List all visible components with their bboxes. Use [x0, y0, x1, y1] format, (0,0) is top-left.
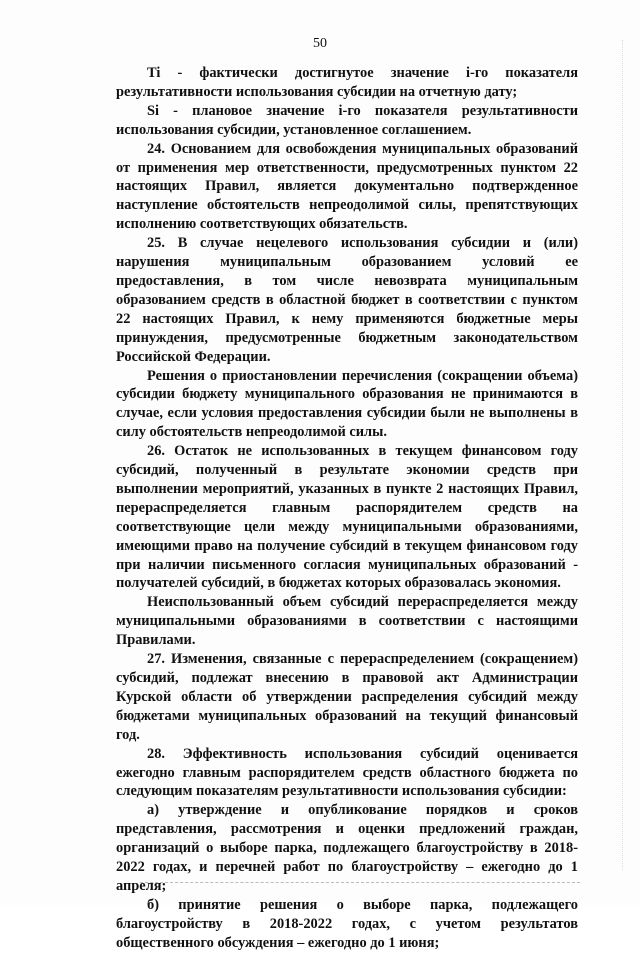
- scan-side-edge: [622, 40, 623, 870]
- paragraph-26: 26. Остаток не использованных в текущем финансовом году субсидий, полученный в результате экономии средств при выполнении мероприятий, указанных в пункте 2 настоящих Правил, перераспределяется главным распорядителем средств на соответствующие цели между муниципальными образованиями, имеющими право на получение субсидий в текущем финансовом году при наличии письменного согласия муниципальных образований - получателей субсидий, в бюджетах которых образовалась экономия.: [116, 443, 578, 592]
- paragraph-28-b: б) принятие решения о выборе парка, подлежащего благоустройству в 2018-2022 годах, с учетом результатов общественного обсуждения – ежегодно до 1 июня;: [116, 896, 578, 951]
- paragraph-25-decisions: Решения о приостановлении перечисления (сокращении объема) субсидии бюджету муниципального образования не принимаются в случае, если условия предоставления субсидии были не выполнены в силу обстоятельств непреодолимой силы.: [116, 367, 578, 441]
- paragraph-28: 28. Эффективность использования субсидий оценивается ежегодно главным распорядителем средств областного бюджета по следующим показателям результативности использования субсидии:: [116, 745, 578, 800]
- paragraph-26-redistribution: Неиспользованный объем субсидий перераспределяется между муниципальными образованиями в соответствии с настоящими Правилами.: [116, 594, 578, 649]
- paragraph-25: 25. В случае нецелевого использования субсидии и (или) нарушения муниципальным образованием условий ее предоставления, в том числе невозврата муниципальным образованием средств в областной бюджет в соответствии с пунктом 22 настоящих Правил, к нему применяются бюджетные меры принуждения, предусмотренные бюджетным законодательством Российской Федерации.: [116, 235, 578, 365]
- paragraph-ti-definition: Ti - фактически достигнутое значение i-го показателя результативности использования субсидии на отчетную дату;: [116, 65, 578, 100]
- paragraph-28-a: а) утверждение и опубликование порядков и сроков представления, рассмотрения и оценки предложений граждан, организаций о выборе парка, подлежащего благоустройству в 2018-2022 годах, и перечней работ по благоустройству – ежегодно до 1 апреля;: [116, 802, 578, 894]
- page-number: 50: [313, 36, 327, 51]
- document-body: [116, 64, 578, 953]
- paragraph-27: 27. Изменения, связанные с перераспределением (сокращением) субсидий, подлежат внесению в правовой акт Администрации Курской области об утверждении распределения субсидий между бюджетами муниципальных образований на текущий финансовый год.: [116, 651, 578, 743]
- scan-bottom-edge: [140, 882, 580, 883]
- paragraph-si-definition: Si - плановое значение i-го показателя результативности использования субсидии, установленное соглашением.: [116, 102, 578, 138]
- paragraph-24: 24. Основанием для освобождения муниципальных образований от применения мер ответственности, предусмотренных пунктом 22 настоящих Правил, является документально подтвержденное наступление обстоятельств непреодолимой силы, препятствующих исполнению соответствующих обязательств.: [116, 140, 578, 233]
